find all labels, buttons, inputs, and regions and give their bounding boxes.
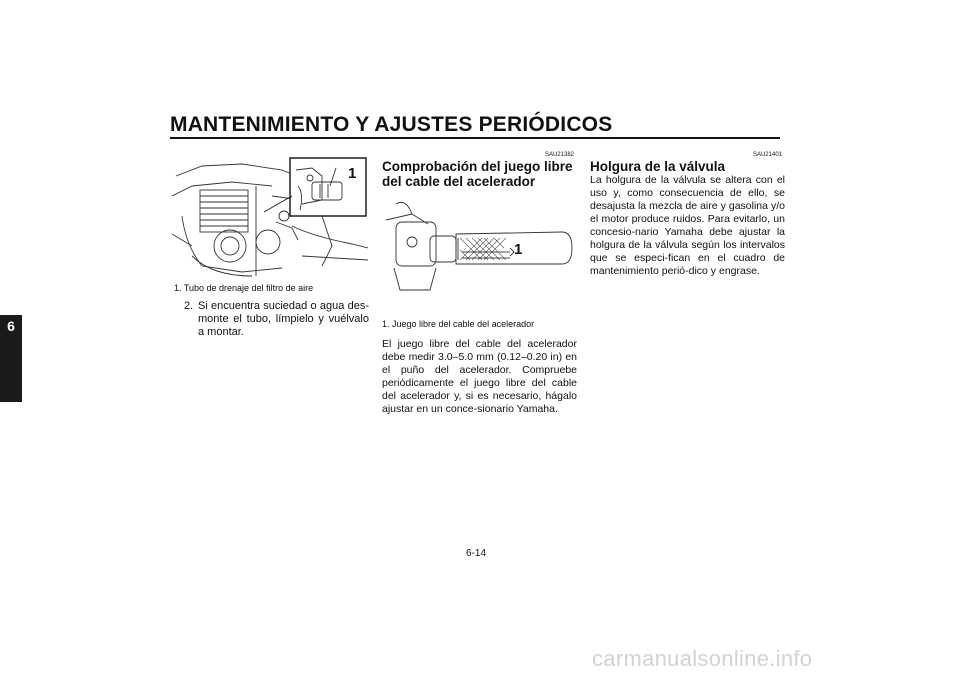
valve-body-text: La holgura de la válvula se altera con el uso y, como consecuencia de ello, se desajusta la mezcla de aire y gasolina y/o el motor produce ruidos. Para evitarlo, un concesio-nario Yamaha debe ajustar la holgura de la válvula según los intervalos que se especi-fican en el cuadro de mantenimiento perió-dico y engrase. — [590, 174, 785, 277]
throttle-figure-callout: 1 — [514, 241, 523, 258]
throttle-figure — [382, 194, 578, 312]
chapter-tab — [0, 315, 22, 402]
section-code-valve: SAU21401 — [752, 152, 782, 158]
page-title: MANTENIMIENTO Y AJUSTES PERIÓDICOS — [170, 113, 613, 136]
throttle-section-title: Comprobación del juego libre del cable del acelerador — [382, 159, 573, 189]
step-number: 2. — [184, 300, 194, 312]
engine-figure-callout: 1 — [348, 165, 357, 182]
throttle-figure-caption: 1. Juego libre del cable del acelerador — [382, 319, 535, 329]
page-number: 6-14 — [466, 548, 487, 559]
engine-figure — [172, 156, 368, 279]
chapter-tab-number: 6 — [7, 318, 15, 334]
watermark: carmanualsonline.info — [592, 646, 813, 671]
step-text: Si encuentra suciedad o agua des-monte el tubo, límpielo y vuélvalo a montar. — [198, 300, 369, 338]
section-code: SAU21382 — [544, 152, 574, 158]
throttle-body-text: El juego libre del cable del acelerador debe medir 3.0–5.0 mm (0.12–0.20 in) en el puño del acelerador. Compruebe periódicamente el juego libre del cable del acelerador y, si es necesario, hágalo ajustar en un conce-sionario Yamaha. — [382, 338, 577, 415]
step-item — [184, 300, 369, 339]
valve-section-title: Holgura de la válvula — [590, 159, 726, 174]
engine-figure-caption: 1. Tubo de drenaje del filtro de aire — [174, 283, 314, 293]
header-rule — [170, 137, 780, 139]
